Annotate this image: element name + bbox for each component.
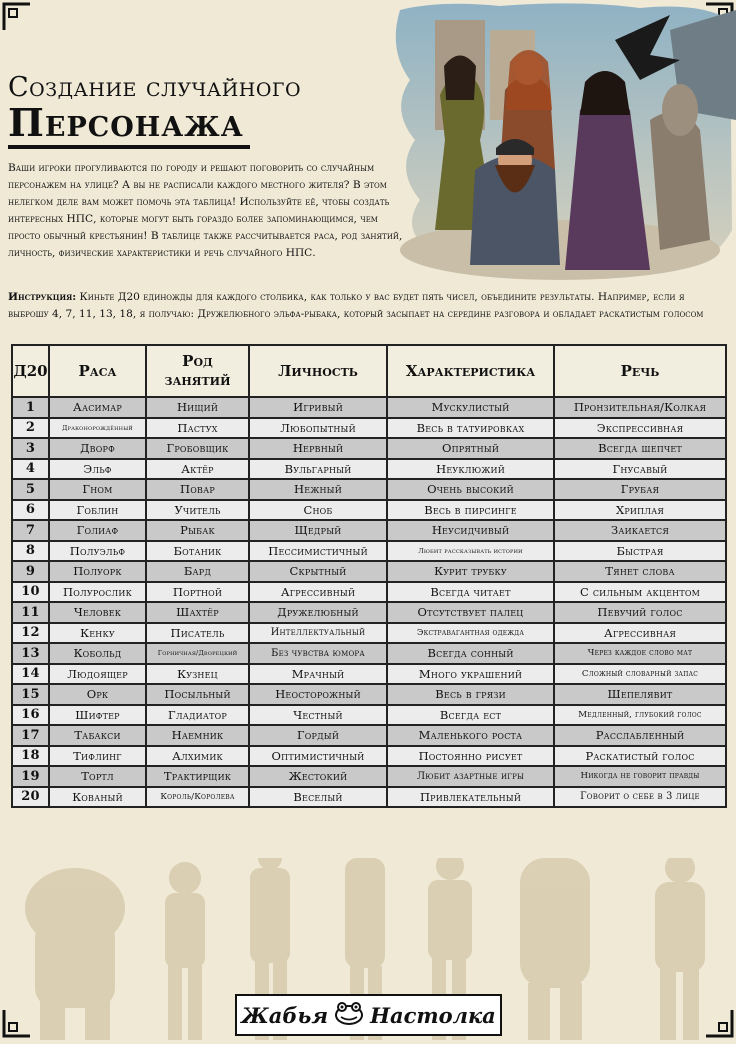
table-row (12, 684, 726, 705)
job-cell: Гробовщик (146, 438, 249, 459)
trait-cell: Маленького роста (387, 725, 554, 746)
speech-cell: Расслабленный (554, 725, 726, 746)
brand-logo (235, 994, 502, 1036)
header-job-line1: Род (182, 352, 213, 370)
instruction-body: Киньте Д20 единожды для каждого столбика, как только у вас будет пять чисел, объедините результаты. Например, если я выброшу 4, 7, 11, 13, 18, я получаю: Дружелюбного эльфа-рыбака, который засыпает на середине разговора и обладает раскатистым голосом (8, 291, 704, 320)
personality-cell: Жестокий (249, 766, 387, 787)
header-speech: Речь (554, 345, 726, 397)
job-cell: Король/Королева (146, 787, 249, 808)
job-cell: Повар (146, 479, 249, 500)
speech-cell: Грубая (554, 479, 726, 500)
race-cell: Голиаф (49, 520, 146, 541)
trait-cell: Весь в грязи (387, 684, 554, 705)
table-row (12, 418, 726, 439)
speech-cell: Через каждое слово мат (554, 643, 726, 664)
speech-cell: Агрессивная (554, 623, 726, 644)
speech-cell: Певучий голос (554, 602, 726, 623)
personality-cell: Вульгарный (249, 459, 387, 480)
personality-cell: Дружелюбный (249, 602, 387, 623)
trait-cell: Мускулистый (387, 397, 554, 418)
personality-cell: Интеллектуальный (249, 623, 387, 644)
race-cell: Драконорождённый (49, 418, 146, 439)
trait-cell: Весь в пирсинге (387, 500, 554, 521)
trait-cell: Всегда ест (387, 705, 554, 726)
roll-number: 1 (12, 397, 49, 418)
trait-cell: Курит трубку (387, 561, 554, 582)
race-cell: Кобольд (49, 643, 146, 664)
job-cell: Нищий (146, 397, 249, 418)
frog-icon (334, 1001, 364, 1030)
roll-number: 19 (12, 766, 49, 787)
job-cell: Бард (146, 561, 249, 582)
personality-cell: Оптимистичный (249, 746, 387, 767)
personality-cell: Честный (249, 705, 387, 726)
personality-cell: Нервный (249, 438, 387, 459)
roll-number: 17 (12, 725, 49, 746)
speech-cell: Сложный словарный запас (554, 664, 726, 685)
roll-number: 8 (12, 541, 49, 562)
table-row (12, 520, 726, 541)
race-cell: Табакси (49, 725, 146, 746)
table-row (12, 602, 726, 623)
trait-cell: Опрятный (387, 438, 554, 459)
job-cell: Алхимик (146, 746, 249, 767)
job-cell: Трактирщик (146, 766, 249, 787)
personality-cell: Без чувства юмора (249, 643, 387, 664)
speech-cell: Шепелявит (554, 684, 726, 705)
speech-cell: Раскатистый голос (554, 746, 726, 767)
roll-number: 4 (12, 459, 49, 480)
speech-cell: Хриплая (554, 500, 726, 521)
trait-cell: Всегда сонный (387, 643, 554, 664)
personality-cell: Игривый (249, 397, 387, 418)
corner-ornament (2, 2, 32, 32)
job-cell: Портной (146, 582, 249, 603)
table-row (12, 479, 726, 500)
job-cell: Ботаник (146, 541, 249, 562)
party-illustration (380, 0, 736, 290)
roll-number: 7 (12, 520, 49, 541)
race-cell: Полурослик (49, 582, 146, 603)
table-row (12, 438, 726, 459)
table-row (12, 500, 726, 521)
header-job (146, 345, 249, 397)
table-row (12, 561, 726, 582)
roll-number: 13 (12, 643, 49, 664)
job-cell: Наемник (146, 725, 249, 746)
header-d20: Д20 (12, 345, 49, 397)
roll-number: 2 (12, 418, 49, 439)
speech-cell: Заикается (554, 520, 726, 541)
trait-cell: Любит рассказывать истории (387, 541, 554, 562)
race-cell: Полуэльф (49, 541, 146, 562)
table-row (12, 541, 726, 562)
job-cell: Посыльный (146, 684, 249, 705)
table-row (12, 623, 726, 644)
race-cell: Людоящер (49, 664, 146, 685)
speech-cell: Говорит о себе в 3 лице (554, 787, 726, 808)
speech-cell: Никогда не говорит правды (554, 766, 726, 787)
personality-cell: Пессимистичный (249, 541, 387, 562)
race-cell: Кенку (49, 623, 146, 644)
table-row (12, 746, 726, 767)
roll-number: 20 (12, 787, 49, 808)
race-cell: Человек (49, 602, 146, 623)
trait-cell: Всегда читает (387, 582, 554, 603)
logo-text-right: Настолка (370, 1002, 496, 1028)
race-cell: Дворф (49, 438, 146, 459)
header-personality: Личность (249, 345, 387, 397)
trait-cell: Привлекательный (387, 787, 554, 808)
trait-cell: Очень высокий (387, 479, 554, 500)
personality-cell: Сноб (249, 500, 387, 521)
race-cell: Гном (49, 479, 146, 500)
header-race: Раса (49, 345, 146, 397)
personality-cell: Нежный (249, 479, 387, 500)
speech-cell: Экспрессивная (554, 418, 726, 439)
trait-cell: Много украшений (387, 664, 554, 685)
logo-text-left: Жабья (241, 1002, 329, 1028)
race-cell: Шифтер (49, 705, 146, 726)
npc-table (11, 344, 727, 808)
personality-cell: Веселый (249, 787, 387, 808)
job-cell: Горничная/Дворецкий (146, 643, 249, 664)
table-row (12, 459, 726, 480)
trait-cell: Неусидчивый (387, 520, 554, 541)
table-header-row (12, 345, 726, 397)
job-cell: Гладиатор (146, 705, 249, 726)
speech-cell: С сильным акцентом (554, 582, 726, 603)
race-cell: Полуорк (49, 561, 146, 582)
page-title-line1: Создание случайного (8, 72, 302, 103)
personality-cell: Щедрый (249, 520, 387, 541)
roll-number: 9 (12, 561, 49, 582)
roll-number: 10 (12, 582, 49, 603)
job-cell: Писатель (146, 623, 249, 644)
table-row (12, 725, 726, 746)
job-cell: Рыбак (146, 520, 249, 541)
table-row (12, 787, 726, 808)
speech-cell: Пронзительная/Колкая (554, 397, 726, 418)
header-job-line2: занятий (164, 371, 231, 389)
personality-cell: Скрытный (249, 561, 387, 582)
speech-cell: Всегда шепчет (554, 438, 726, 459)
intro-text: Ваши игроки прогуливаются по городу и решают поговорить со случайным персонажем на улице? А вы не расписали каждого местного жителя? В этом нелегком деле вам может помочь эта таблица! Используйте её, чтобы создать интересных НПС, которые могут быть гораздо более запоминающимся, чем просто обычный крестьянин! В таблице также рассчитывается раса, род занятий, личность, физические характеристики и речь случайного НПС. (8, 162, 403, 259)
personality-cell: Любопытный (249, 418, 387, 439)
personality-cell: Агрессивный (249, 582, 387, 603)
roll-number: 14 (12, 664, 49, 685)
speech-cell: Быстрая (554, 541, 726, 562)
roll-number: 16 (12, 705, 49, 726)
trait-cell: Постоянно рисует (387, 746, 554, 767)
table-row (12, 643, 726, 664)
job-cell: Шахтёр (146, 602, 249, 623)
speech-cell: Тянет слова (554, 561, 726, 582)
table-row (12, 705, 726, 726)
trait-cell: Неуклюжий (387, 459, 554, 480)
race-cell: Орк (49, 684, 146, 705)
trait-cell: Любит азартные игры (387, 766, 554, 787)
race-cell: Кованый (49, 787, 146, 808)
table-row (12, 766, 726, 787)
roll-number: 18 (12, 746, 49, 767)
job-cell: Актёр (146, 459, 249, 480)
race-cell: Аасимар (49, 397, 146, 418)
race-cell: Тифлинг (49, 746, 146, 767)
trait-cell: Отсутствует палец (387, 602, 554, 623)
instruction-text (8, 289, 728, 323)
race-cell: Гоблин (49, 500, 146, 521)
roll-number: 15 (12, 684, 49, 705)
header-trait: Характеристика (387, 345, 554, 397)
roll-number: 11 (12, 602, 49, 623)
speech-cell: Медленный, глубокий голос (554, 705, 726, 726)
table-row (12, 664, 726, 685)
race-cell: Эльф (49, 459, 146, 480)
roll-number: 5 (12, 479, 49, 500)
trait-cell: Экстравагантная одежда (387, 623, 554, 644)
speech-cell: Гнусавый (554, 459, 726, 480)
roll-number: 6 (12, 500, 49, 521)
personality-cell: Неосторожный (249, 684, 387, 705)
job-cell: Учитель (146, 500, 249, 521)
trait-cell: Весь в татуировках (387, 418, 554, 439)
roll-number: 3 (12, 438, 49, 459)
instruction-label: Инструкция: (8, 291, 77, 303)
roll-number: 12 (12, 623, 49, 644)
race-cell: Тортл (49, 766, 146, 787)
personality-cell: Гордый (249, 725, 387, 746)
personality-cell: Мрачный (249, 664, 387, 685)
page-title-line2: Персонажа (8, 101, 250, 149)
job-cell: Кузнец (146, 664, 249, 685)
table-row (12, 397, 726, 418)
table-row (12, 582, 726, 603)
job-cell: Пастух (146, 418, 249, 439)
